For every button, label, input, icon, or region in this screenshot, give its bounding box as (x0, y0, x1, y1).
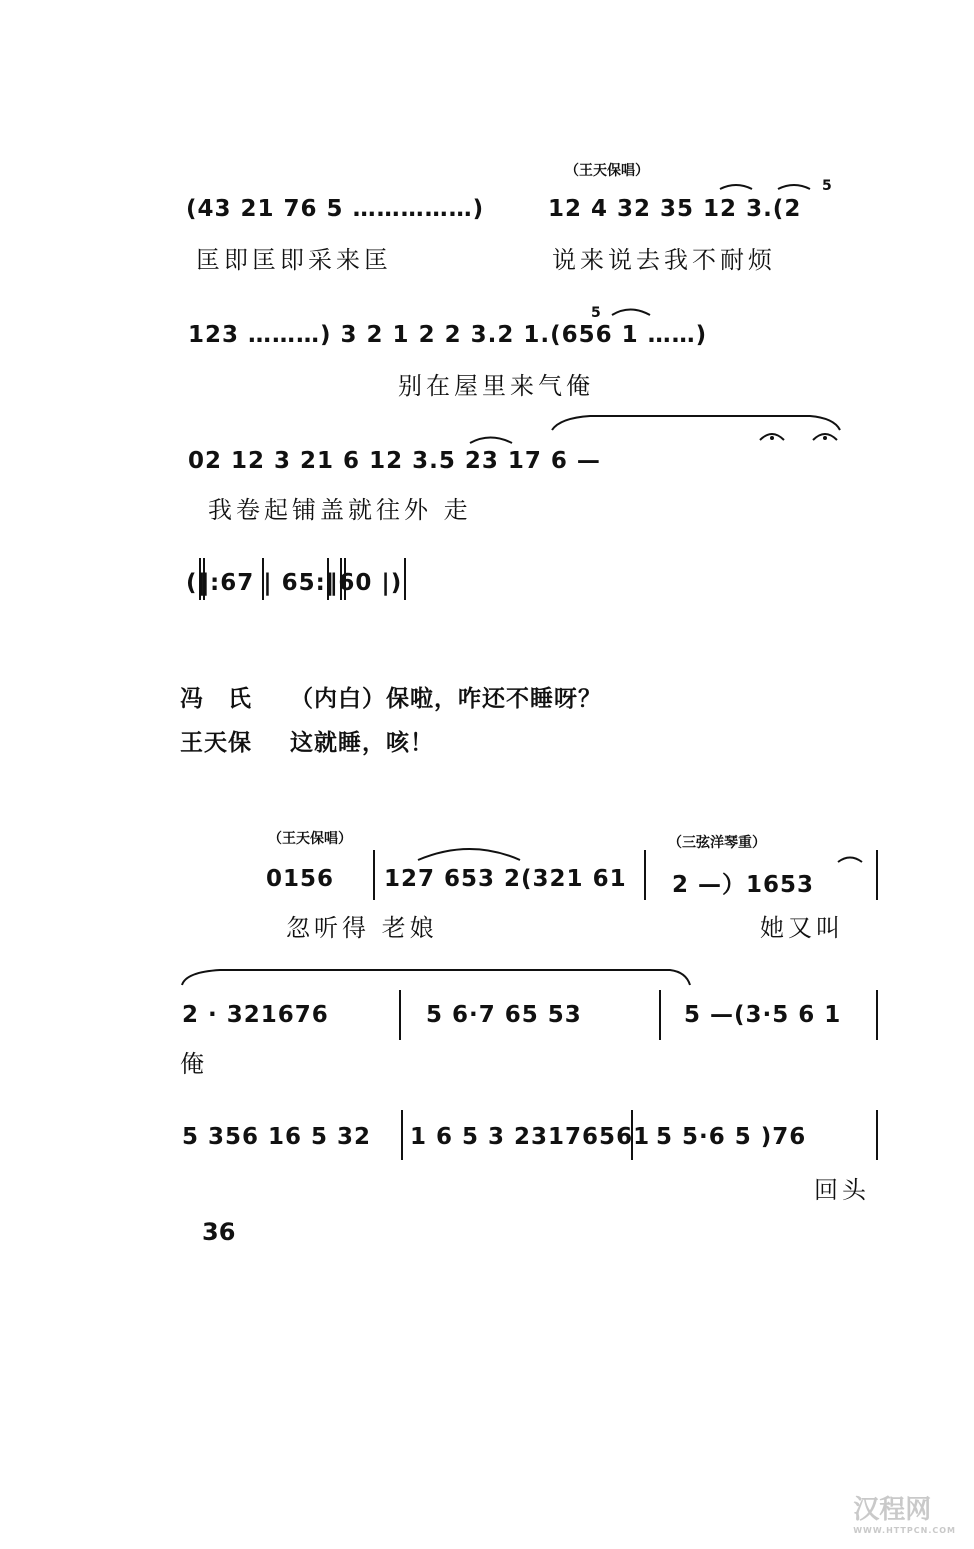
lyric-line-6: 回头 (814, 1176, 870, 1204)
instrument-cue: （三弦洋琴重） (668, 835, 766, 851)
grace-note-2: 5 (591, 305, 601, 321)
lyric-line-5: 俺 (180, 1050, 208, 1078)
singer-cue: （王天保唱） (565, 163, 649, 179)
dialogue-text-1: （内白）保啦，咋还不睡呀？ (290, 686, 602, 712)
dialogue-speaker-2: 王天保 (180, 730, 252, 756)
notation-line-4a: 0156 (266, 866, 335, 892)
notation-line-6a: 5 356 16 5 32 (182, 1124, 372, 1150)
lyric-line-3: 我卷起铺盖就往外 走 (208, 496, 472, 524)
lyric-line-2: 别在屋里来气俺 (398, 372, 594, 400)
singer-cue-2: （王天保唱） (268, 831, 352, 847)
watermark-url: WWW.HTTPCN.COM (853, 1526, 956, 1535)
notation-line-3: 02 12 3 21 6 12 3.5 23 17 6 — (188, 448, 601, 474)
repeat-phrase: (‖:67 | 65:‖60 |) (186, 570, 403, 596)
notation-line-1: 12 4 32 35 12 3.(2 (548, 196, 802, 222)
intro-lyric: 匡即匡即采来匡 (196, 246, 392, 274)
lyric-line-1: 说来说去我不耐烦 (552, 246, 776, 274)
watermark-brand: 汉程网 (853, 1495, 932, 1525)
lyric-line-4b: 她又叫 (760, 914, 844, 942)
dialogue-text-2: 这就睡，咳！ (290, 730, 434, 756)
notation-line-5a: 2 · 321676 (182, 1002, 329, 1028)
notation-line-4c: 2 —）1653 (672, 872, 815, 898)
notation-line-5b: 5 6·7 65 53 (426, 1002, 582, 1028)
grace-note: 5 (822, 178, 832, 194)
notation-line-6c: 5 5·6 5 )76 (656, 1124, 807, 1150)
dialogue-speaker-1: 冯 氏 (180, 686, 252, 712)
intro-notes: (43 21 76 5 ……………) (186, 196, 485, 222)
notation-line-5c: 5 —(3·5 6 1 (684, 1002, 842, 1028)
lyric-line-4a: 忽听得 老娘 (286, 914, 438, 942)
notation-line-6b: 1 6 5 3 23176561 (410, 1124, 651, 1150)
notation-line-4b: 127 653 2(321 61 (384, 866, 627, 892)
page-number: 36 (202, 1218, 236, 1246)
notation-line-2: 123 ………) 3 2 1 2 2 3.2 1.(656 1 ……) (188, 322, 708, 348)
watermark-logo (853, 1489, 956, 1535)
